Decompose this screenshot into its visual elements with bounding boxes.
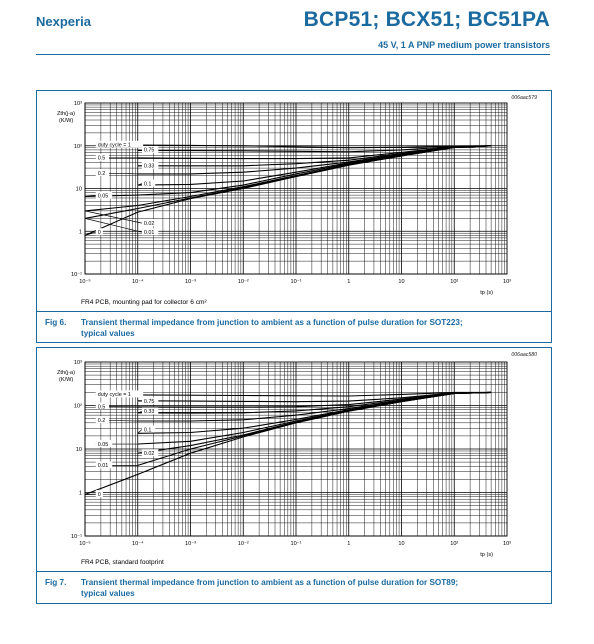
x-tick-label: 10⁻³ <box>184 279 197 285</box>
figure-note: FR4 PCB, standard footprint <box>81 559 164 566</box>
series-label: 0.1 <box>143 427 152 434</box>
figure-code: 006aac580 <box>511 352 537 358</box>
series-label: 0.5 <box>97 155 106 162</box>
y-tick-label: 10 <box>75 186 82 193</box>
y-tick-label: 10² <box>73 403 82 410</box>
y-axis-label: Zth(j-a) <box>57 111 76 117</box>
x-tick-label: 1 <box>347 541 351 547</box>
figure-7-panel <box>36 347 552 604</box>
caption-line-1: Transient thermal impedance from junction to ambient as a function of pulse duration for SOT223; <box>81 318 463 327</box>
series-label: 0.1 <box>143 181 152 188</box>
y-tick-label: 10² <box>73 143 82 150</box>
series-label: 0.01 <box>97 463 109 470</box>
series-label: 0.5 <box>97 404 106 411</box>
x-tick-label: 10⁻⁵ <box>79 541 91 547</box>
y-tick-label: 10 <box>75 447 82 453</box>
x-tick-label: 10⁻² <box>237 541 249 547</box>
x-tick-label: 10 <box>398 541 405 547</box>
series-label: 0.33 <box>143 163 155 170</box>
series-leader <box>85 218 142 232</box>
series-label: 0.75 <box>143 147 155 154</box>
figure-caption <box>81 577 458 599</box>
x-axis-label: tp (s) <box>480 290 493 296</box>
caption-separator <box>37 571 551 572</box>
figure-note: FR4 PCB, mounting pad for collector 6 cm² <box>81 299 207 306</box>
y-axis-unit: (K/W) <box>59 377 74 383</box>
figure-number: Fig 7. <box>45 578 67 587</box>
brand-name: Nexperia <box>36 14 91 29</box>
page-title: BCP51; BCX51; BC51PA <box>303 8 550 31</box>
x-tick-label: 10 <box>398 279 405 285</box>
y-tick-label: 10³ <box>73 360 82 366</box>
y-tick-label: 10³ <box>73 101 82 107</box>
y-tick-label: 10⁻¹ <box>70 534 82 540</box>
x-tick-label: 10³ <box>502 279 512 285</box>
series-label: 0.2 <box>97 170 106 177</box>
x-tick-label: 10⁻¹ <box>290 279 302 285</box>
series-label: 0.02 <box>143 220 155 227</box>
series-label: 0.33 <box>143 409 155 416</box>
figure-code: 006aac579 <box>511 95 537 101</box>
series-label: 0.05 <box>97 193 109 200</box>
x-tick-label: 1 <box>347 279 351 285</box>
y-axis-label: Zth(j-a) <box>57 370 76 376</box>
x-axis-label: tp (s) <box>480 552 493 558</box>
series-label: 0.02 <box>143 451 155 458</box>
figure-6-panel <box>36 90 552 343</box>
x-tick-label: 10³ <box>502 541 512 547</box>
x-tick-label: 10⁻⁴ <box>131 541 144 547</box>
y-axis-unit: (K/W) <box>59 118 74 124</box>
series-label: 0 <box>97 491 101 498</box>
caption-line-2: typical values <box>81 589 135 598</box>
series-label: 0 <box>97 230 101 237</box>
x-tick-label: 10⁻² <box>237 279 249 285</box>
y-tick-label: 1 <box>78 490 82 497</box>
series-label: 0.75 <box>143 399 155 406</box>
x-tick-label: 10⁻⁵ <box>79 279 91 285</box>
series-label: duty cycle = 1 <box>97 142 131 149</box>
figure-caption <box>81 317 463 339</box>
header-rule <box>36 54 550 55</box>
x-tick-label: 10⁻⁴ <box>131 279 144 285</box>
x-tick-label: 10⁻³ <box>184 541 197 547</box>
series-label: duty cycle = 1 <box>97 392 131 399</box>
page-subtitle: 45 V, 1 A PNP medium power transistors <box>378 40 550 50</box>
x-tick-label: 10² <box>450 279 459 285</box>
caption-separator <box>37 311 551 312</box>
caption-line-2: typical values <box>81 329 135 338</box>
y-tick-label: 1 <box>78 229 82 236</box>
series-label: 0.2 <box>97 417 106 424</box>
caption-line-1: Transient thermal impedance from junction to ambient as a function of pulse duration for SOT89; <box>81 578 459 587</box>
x-tick-label: 10² <box>450 541 459 547</box>
figure-number: Fig 6. <box>45 318 67 327</box>
series-label: 0.01 <box>143 230 155 237</box>
x-tick-label: 10⁻¹ <box>290 541 302 547</box>
y-tick-label: 10⁻¹ <box>70 272 82 278</box>
series-label: 0.05 <box>97 441 109 448</box>
